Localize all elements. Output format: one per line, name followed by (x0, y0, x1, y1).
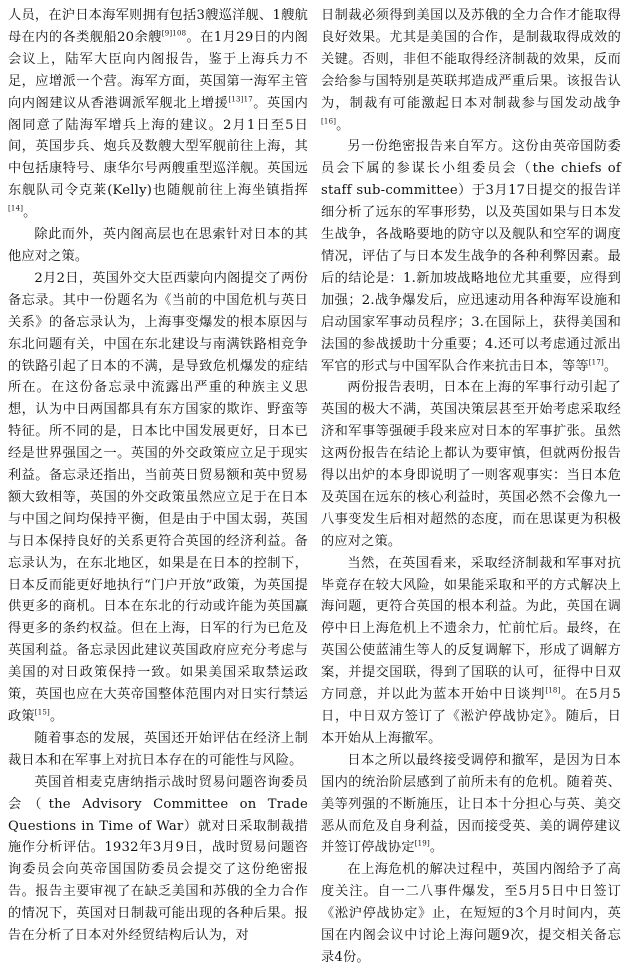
text-column-left (8, 5, 308, 944)
paragraph-text: 。 (49, 709, 64, 724)
body-paragraph (8, 224, 308, 268)
body-paragraph (321, 377, 621, 552)
paragraph-text: 除此而外，英内阁高层也在思索针对日本的其他应对之策。 (8, 227, 308, 264)
citation-ref: [13]17 (228, 95, 253, 104)
paragraph-text: 另一份绝密报告来自军方。这份由英帝国防委员会下属的参谋长小组委员会（the chiefs of staff sub-committee）于3月17日提交的报告详细分析了远东的军事形势，以及英国如果与日本发生战争，各战略要地的防守以及舰队和空军的调度情况，评估了与日本发生战争的各种利弊因素。最后的结论是：1.新加坡战略地位尤其重要，应得到加强；2.战争爆发后，应迅速动用各种海军设施和启动国家军事动员程序；3.在国际上，获得美国和法国的参战援助十分重要；4.还可以考虑通过派出军官的形式与中国军队合作来抗击日本，等等 (321, 139, 621, 374)
body-paragraph (321, 136, 621, 377)
paragraph-text: 。英国内阁同意了陆海军增兵上海的建议。2月1日至5日间，英国步兵、炮兵及数艘大型军舰前往上海，其中包括康特号、康华尔号两艘重型巡洋舰。英国远东舰队司令克莱(Kelly)也随舰前往上海坐镇指挥 (8, 95, 308, 199)
body-paragraph (8, 5, 308, 224)
citation-ref: [9]108 (161, 29, 187, 38)
paragraph-text: 在上海危机的解决过程中，英国内阁给予了高度关注。自一二八事件爆发，至5月5日中日签订《淞沪停战协定》止，在短短的3个月时间内，英国在内阁会议中讨论上海问题9次，提交相关备忘录4份。 (321, 862, 621, 965)
body-paragraph (8, 728, 308, 772)
paragraph-text: 英国首相麦克唐纳指示战时贸易问题咨询委员会（the Advisory Committee on Trade Questions in Time of War）就对日采取制裁措施作分析评估。1932年3月9日，战时贸易问题咨询委员会向英帝国国防委员会提交了这份绝密报告。报告主要审视了在缺乏美国和苏俄的全力合作的情况下，英国对日制裁可能出现的各种后果。报告在分析了日本对外经贸结构后认为，对 (8, 774, 308, 944)
paragraph-text: 2月2日，英国外交大臣西蒙向内阁提交了两份备忘录。其中一份题名为《当前的中国危机与英日关系》的备忘录认为，上海事变爆发的根本原因与东北问题有关，中国在东北建设与南满铁路相竞争的铁路引起了日本的不满，是导致危机爆发的症结所在。在这份备忘录中流露出严重的种族主义思想，认为中日两国都具有东方国家的欺诈、野蛮等特征。所不同的是，日本比中国发展更好，日本已经是世界强国之一。英国的外交政策应立足于现实利益。备忘录还指出，当前英日贸易额和英中贸易额大致相等，英国的外交政策虽然应立足于在日本与中国之间均保持平衡，但是由于中国太弱，英国与日本保持良好的关系更符合英国的经济利益。备忘录认为，在东北地区，如果是在日本的控制下，日本反而能更好地执行“门户开放”政策，为英国提供更多的商机。日本在东北的行动或许能为英国赢得更多的条约权益。但在上海，日军的行为已危及英国利益。备忘录因此建议英国政府应充分考虑与美国的对日政策保持一致。如果美国采取禁运政策，英国也应在大英帝国整体范围内对日实行禁运政策 (8, 270, 308, 724)
paragraph-text: 随着事态的发展，英国还开始评估在经济上制裁日本和在军事上对抗日本存在的可能性与风险。 (8, 730, 308, 768)
body-paragraph (8, 772, 308, 947)
paragraph-text: 日本之所以最终接受调停和撤军，是因为日本国内的统治阶层感到了前所未有的危机。随着英、美等列强的不断施压，让日本十分担心与英、美交恶从而危及自身利益，因而接受英、美的调停建议并签订停战协定 (321, 752, 621, 856)
text-column-right (321, 5, 622, 965)
citation-ref: [17] (588, 358, 604, 367)
body-paragraph (321, 553, 621, 750)
citation-ref: [16] (321, 117, 337, 126)
paragraph-text: 。 (603, 358, 618, 374)
body-paragraph (321, 5, 621, 136)
body-paragraph (321, 750, 621, 860)
citation-ref: [18] (545, 686, 561, 695)
paragraph-text: 。在5月5日，中日双方签订了《淞沪停战协定》。随后，日本开始从上海撤军。 (321, 687, 622, 746)
citation-ref: [15] (34, 708, 50, 717)
paragraph-text: 。 (336, 117, 350, 133)
paragraph-text: 。在1月29日的内阁会议上，陆军大臣向内阁报告，鉴于上海兵力不足，应增派一个营。海军方面，英国第一海军主管向内阁建议从香港调派军舰北上增援 (8, 29, 308, 111)
paragraph-text: 日制裁必须得到美国以及苏俄的全力合作才能取得良好效果。尤其是美国的合作，是制裁取得成效的关键。否则，非但不能取得经济制裁的效果，反而会给参与国特别是英联邦造成严重后果。该报告认为，制裁有可能激起日本对制裁参与国发动战争 (321, 8, 621, 111)
paragraph-text: 。 (429, 840, 444, 856)
citation-ref: [14] (8, 204, 24, 213)
paragraph-text: 。 (23, 205, 37, 221)
paragraph-text: 当然，在英国看来，采取经济制裁和军事对抗毕竟存在较大风险，如果能采取和平的方式解决上海问题，更符合英国的根本利益。为此，英国在调停中日上海危机上不遗余力，忙前忙后。最终，在英国公使蓝浦生等人的反复调解下，形成了调解方案，并提交国联，得到了国联的认可，征得中日双方同意，并以此为蓝本开始中日谈判 (321, 555, 621, 703)
paragraph-text: 两份报告表明，日本在上海的军事行动引起了英国的极大不满，英国决策层甚至开始考虑采取经济和军事等强硬手段来应对日本的军事扩张。虽然这两份报告在结论上都认为要审慎，但就两份报告得以出炉的本身即说明了一则客观事实：当日本危及英国在远东的核心利益时，英国必然不会像九一八事变发生后相对超然的态度，而在思谋更为积极的应对之策。 (321, 380, 621, 549)
paragraph-text: 人员，在沪日本海军则拥有包括3艘巡洋舰、1艘航母在内的各类舰船20余艘 (8, 8, 308, 45)
body-paragraph (321, 859, 621, 969)
body-paragraph (8, 268, 308, 728)
citation-ref: [19] (414, 840, 430, 849)
